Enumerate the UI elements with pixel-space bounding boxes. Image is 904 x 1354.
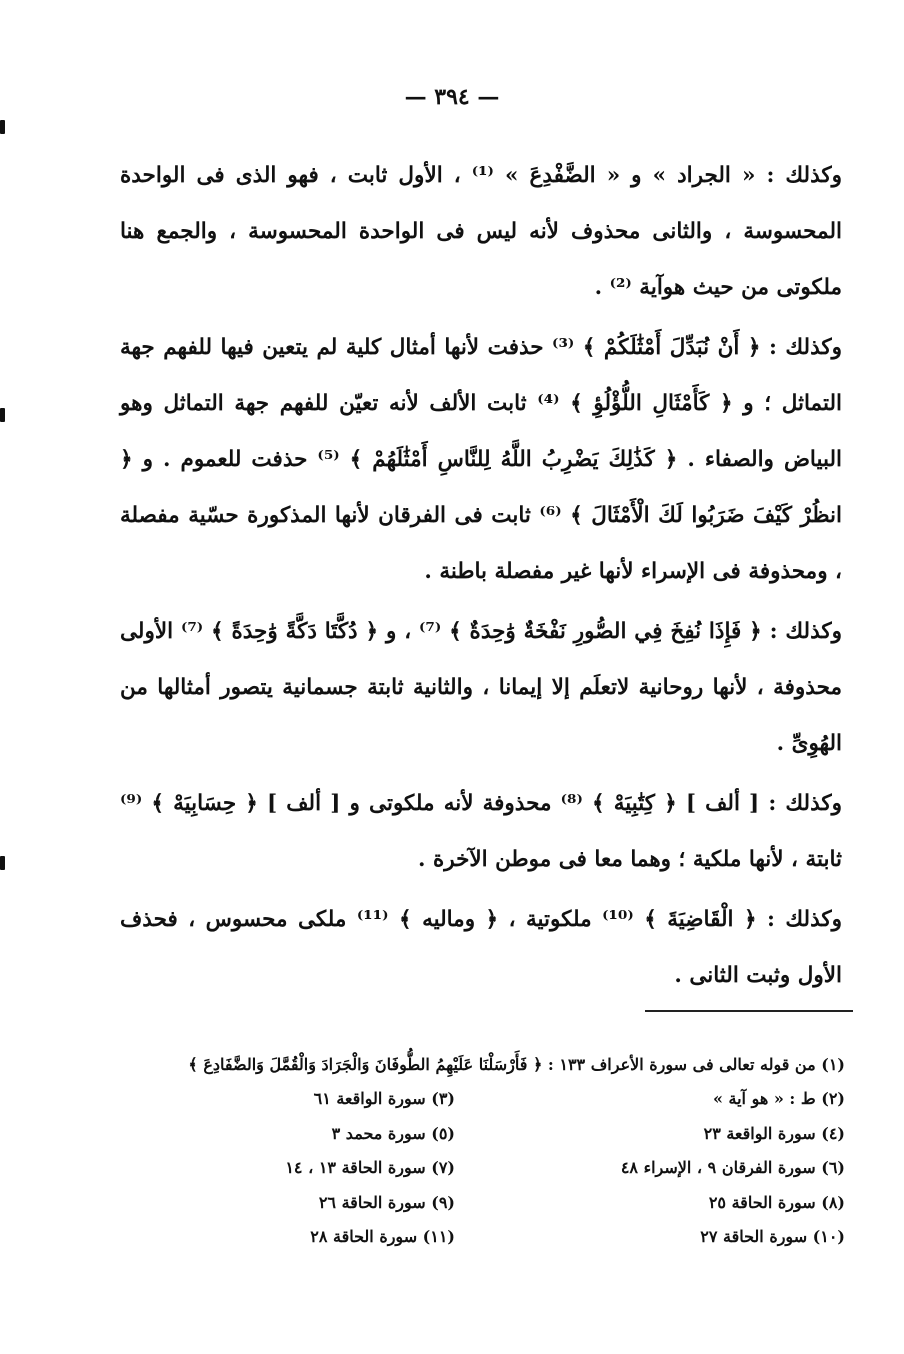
footnote-8: (٨) سورة الحاقة ٢٥ xyxy=(708,1192,845,1212)
paragraph: وكذلك : « الجراد » و « الضَّفْدِعَ » ⁽¹⁾ ، الأول ثابت ، فهو الذى فى الواحدة المحسوسة ، والثانى محذوف لأنه ليس فى الواحدة المحسوسة ، والجمع هنا ملكوتى من حيث هوآية ⁽²⁾ . xyxy=(120,163,843,300)
footnote-1: (١) من قوله تعالى فى سورة الأعراف ١٣٣ : ﴿ فَأَرْسَلْنَا عَلَيْهِمُ الطُّوفَانَ وَالْجَرَادَ وَالْقُمَّلَ وَالضَّفَادِعَ ﴾ xyxy=(188,1055,845,1074)
footnote-7: (٧) سورة الحاقة ١٣ ، ١٤ xyxy=(285,1158,455,1177)
paragraph: وكذلك : [ ألف ] ﴿ كِتَٰبِيَهْ ﴾ ⁽⁸⁾ محذوفة لأنه ملكوتى و [ ألف ] ﴿ حِسَابِيَهْ ﴾ ⁽⁹⁾ ثابتة ، لأنها ملكية ؛ وهما معا فى موطن الآخرة . xyxy=(120,791,843,872)
footnote-divider xyxy=(645,1010,853,1012)
scan-margin-mark xyxy=(0,856,5,870)
footnote-9: (٩) سورة الحاقة ٢٦ xyxy=(318,1192,455,1212)
main-text xyxy=(120,148,842,1008)
footnote-3: (٣) سورة الواقعة ٦١ xyxy=(313,1089,455,1108)
paragraph: وكذلك : ﴿ فَإِذَا نُفِخَ فِي الصُّورِ نَفْخَةٌ وَٰحِدَةٌ ﴾ ⁽⁷⁾ ، و ﴿ دُكَّتَا دَكَّةً وَٰحِدَةً ﴾ ⁽⁷⁾ الأولى محذوفة ، لأنها روحانية لاتعلَم إلا إيمانا ، والثانية ثابتة جسمانية يتصور أمثالها من الهُوِىِّ . xyxy=(120,619,842,756)
scan-margin-mark xyxy=(0,408,5,422)
paragraph: وكذلك : ﴿ أَنْ نُبَدِّلَ أَمْثَٰلَكُمْ ﴾ ⁽³⁾ حذفت لأنها أمثال كلية لم يتعين فيها للفهم جهة التماثل ؛ و ﴿ كَأَمْثَالِ اللُّؤْلُؤِ ﴾ ⁽⁴⁾ ثابت الألف لأنه تعيّن للفهم جهة التماثل وهو البياض والصفاء . ﴿ كَذَٰلِكَ يَضْرِبُ اللَّهُ لِلنَّاسِ أَمْثَٰلَهُمْ ﴾ ⁽⁵⁾ حذفت للعموم . و ﴿ انظُرْ كَيْفَ ضَرَبُوا لَكَ الْأَمْثَالَ ﴾ ⁽⁶⁾ ثابت فى الفرقان لأنها المذكورة حسّية مفصلة ، ومحذوفة فى الإسراء لأنها غير مفصلة باطنة . xyxy=(120,335,842,584)
footnote-grid xyxy=(115,1082,845,1255)
footnote-5: (٥) سورة محمد ٣ xyxy=(331,1123,455,1143)
scan-margin-mark xyxy=(0,120,5,134)
footnote-4: (٤) سورة الواقعة ٢٣ xyxy=(703,1123,845,1143)
paragraph: وكذلك : ﴿ الْقَاضِيَةَ ﴾ ⁽¹⁰⁾ ملكوتية ، ﴿ وماليه ﴾ ⁽¹¹⁾ ملكى محسوس ، فحذف الأول وثبت الثانى . xyxy=(120,907,842,988)
footnote-2: (٢) ط : « هو آية » xyxy=(712,1089,845,1108)
footnotes xyxy=(115,1048,845,1255)
footnote-11: (١١) سورة الحاقة ٢٨ xyxy=(310,1227,455,1246)
footnote-6: (٦) سورة الفرقان ٩ ، الإسراء ٤٨ xyxy=(620,1158,845,1177)
page-number: — ٣٩٤ — xyxy=(404,84,500,110)
footnote-10: (١٠) سورة الحاقة ٢٧ xyxy=(700,1227,845,1246)
